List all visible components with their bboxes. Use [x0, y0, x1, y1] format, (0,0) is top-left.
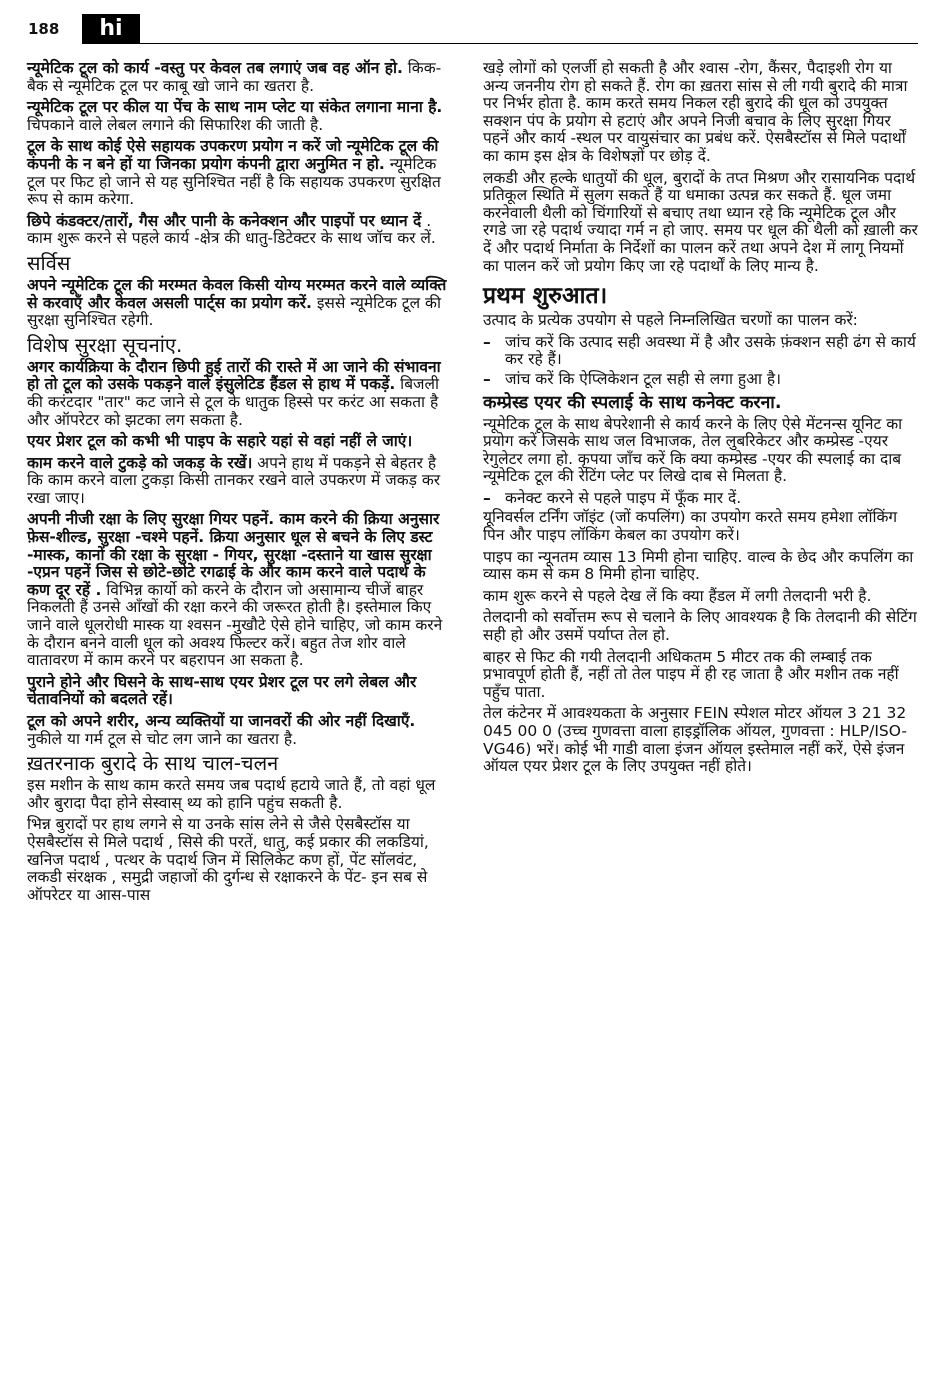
paragraph: न्यूमेटिक टूल को कार्य -वस्तु पर केवल तब लगाएं जब वह ऑन हो. किक-बैक से न्यूमेटिक टूल पर काबू खो जाने का खतरा है.	[27, 59, 442, 95]
paragraph: अपनी नीजी रक्षा के लिए सुरक्षा गियर पहनें. काम करने की क्रिया अनुसार फ़ेस-शील्ड, सुरक्षा -चश्मे पहनें. क्रिया अनुसार धूल से बचने के लिए डस्ट -मास्क, कानों की रक्षा के सुरक्षा - गियर, सुरक्षा -दस्ताने या खास सुरक्षा -एप्रन पहनें जिस से छोटे-छोटे रगढाई के और काम करने वाले पदार्थ के कण दूर रहें . विभिन्न कार्यो को करने के दौरान जो असामान्य चीजें बाहर निकलती हैं उनसे आँखों की रक्षा करने की जरूरत होती है। इस्तेमाल किए जाने वाले धूलरोधी मास्क या श्वसन -मुखौटे ऐसे होने चाहिए, जो काम करने के दौरान बनने वाली धूल को अवश्य फिल्टर करें। बहुत तेज शोर वाले वातावरण में काम करने पर बहरापन आ सकता है.	[27, 510, 443, 670]
paragraph: टूल को अपने शरीर, अन्य व्यक्तियों या जानवरों की ओर नहीं दिखाएँ. नुकीले या गर्म टूल से चोट लग जाने का खतरा है.	[27, 712, 416, 748]
paragraph: अगर कार्यक्रिया के दौरान छिपी हुई तारों की रास्ते में आ जाने की संभावना हो तो टूल को उसके पकड़ने वाले इंसुलेटिड हैंडल से हाथ में पकड़ें. बिजली की करंटदार "तार" कट जाने से टूल के धातुक हिस्से पर करंट आ सकता है और ऑपरेटर को झटका लग सकता है.	[27, 357, 441, 429]
paragraph: पाइप का न्यूनतम व्यास 13 मिमी होना चाहिए. वाल्व के छेद और कपलिंग का व्यास कम से कम 8 मिमी होना चाहिए.	[483, 547, 914, 584]
paragraph: खड़े लोगों को एलर्जी हो सकती है और श्वास -रोग, कैंसर, पैदाइशी रोग या अन्य जननीय रोग हो सकते हैं. रोग का ख़तरा सांस से ली गयी बुरादे की मात्रा पर निर्भर होता है. काम करते समय निकल रही बुरादे की धूल को उपयुक्त सक्शन पंप के प्रयोग से हटाएं और अपने निजी बचाव के लिए सुरक्षा गियर पहनें और कार्य -स्थल पर वायुसंचार का प्रबंध करें. ऐसबैस्टॉस से मिले पदार्थों का काम इस क्षेत्र के विशेषज्ञों पर छोड़ दें.	[483, 59, 908, 165]
dash-bullet-icon: –	[483, 332, 491, 351]
paragraph: टूल के साथ कोई ऐसे सहायक उपकरण प्रयोग न करें जो न्यूमेटिक टूल की कंपनी के न बने हों या जिनका प्रयोग कंपनी द्वारा अनुमित न हो. न्यूमेटिक टूल पर फिट हो जाने से यह सुनिश्चित नहीं है कि सहायक उपकरण सुरक्षित रूप से काम करेगा.	[27, 137, 441, 209]
paragraph: काम करने वाले टुकड़े को जकड़ के रखें। अपने हाथ में पकड़ने से बेहतर है कि काम करने वाला टुकड़ा किसी तानकर रखने वाले उपकरण में जकड़ कर रखा जाए।	[27, 453, 441, 507]
header-rule	[140, 43, 918, 44]
paragraph: एयर प्रेशर टूल को कभी भी पाइप के सहारे यहां से वहां नहीं ले जाएं।	[27, 432, 413, 451]
dash-bullet-icon: –	[483, 369, 491, 388]
section-heading-special-safety: विशेष सुरक्षा सूचनांए.	[27, 332, 183, 357]
paragraph: काम शुरू करने से पहले देख लें कि क्या हैंडल में लगी तेलदानी भरी है.	[483, 586, 872, 605]
dash-bullet-icon: –	[483, 488, 491, 507]
paragraph: उत्पाद के प्रत्येक उपयोग से पहले निम्नलिखित चरणों का पालन करें:	[483, 311, 858, 330]
paragraph: लकडी और हल्के धातुयों की धूल, बुरादों के तप्त मिश्रण और रासायनिक पदार्थ प्रतिकूल स्थिति में सुलग सकते हैं या धमाका उत्पन्न कर सकते हैं. धूल जमा करनेवाली थैली को चिंगारियों से बचाए तथा ध्यान रहे कि न्यूमेटिक टूल और रगडे जा रहे पदार्थ ज्यादा गर्म न हो जाए. समय पर धूल की थैली को ख़ाली कर दें और पदार्थ निर्माता के निर्देशों का पालन करें तथा अपने देश में लागू नियमों का पालन करें जो प्रयोग किए जा रहे पदार्थों के लिए मान्य है.	[483, 168, 918, 275]
section-heading-compressed-air: कम्प्रेस्ड एयर की स्पलाई के साथ कनेक्ट करना.	[483, 392, 782, 413]
section-heading-first-start: प्रथम शुरुआत।	[483, 283, 608, 310]
section-heading-service: सर्विस	[27, 250, 71, 275]
paragraph: तेलदानी को सर्वोत्तम रूप से चलाने के लिए आवश्यक है कि तेलदानी की सेटिंग सही हो और उसमें पर्याप्त तेल हो.	[483, 608, 917, 645]
paragraph: न्यूमेटिक टूल के साथ बेपरेशानी से कार्य करने के लिए ऐसे मेंटनन्स यूनिट का प्रयोग करें जिसके साथ जल विभाजक, तेल लुबरिकेटर और कम्प्रेस्ड -एयर रेगुलेटर लगा हो. कृपया जाँच करें कि क्या कम्प्रेस्ड -एयर की स्पलाई का दाब न्यूमेटिक टूल की रेटिंग प्लेट पर लिखे दाब से मिलता है.	[483, 414, 903, 486]
paragraph: छिपे कंडक्टर/तारों, गैस और पानी के कनेक्शन और पाइपों पर ध्यान दें . काम शुरू करने से पहले कार्य -क्षेत्र की धातु-डिटेक्टर के साथ जॉच कर लें.	[27, 211, 436, 248]
paragraph: इस मशीन के साथ काम करते समय जब पदार्थ हटाये जाते हैं, तो वहां धूल और बुरादा पैदा होने सेस्वास् थ्य को हानि पहुंच सकती है.	[27, 776, 436, 812]
paragraph: अपने न्यूमेटिक टूल की मरम्मत केवल किसी योग्य मरम्मत करने वाले व्यक्ति से करवाएँ और केवल असली पार्ट्स का प्रयोग करें. इससे न्यूमेटिक टूल की सुरक्षा सुनिश्चित रहेगी.	[27, 275, 447, 330]
paragraph: पुराने होने और घिसने के साथ-साथ एयर प्रेशर टूल पर लगे लेबल और चेतावनियों को बदलते रहें।	[27, 672, 417, 709]
page-number: 188	[28, 20, 60, 38]
section-heading-dust: ख़तरनाक बुरादे के साथ चाल-चलन	[27, 751, 279, 776]
language-badge: hi	[82, 14, 140, 44]
left-column	[27, 60, 453, 908]
list-item: – जांच करें कि ऐप्लिकेशन टूल सही से लगा हुआ है।	[483, 369, 782, 388]
paragraph: तेल कंटेनर में आवश्यकता के अनुसार FEIN स्पेशल मोटर ऑयल 3 21 32 045 00 0 (उच्च गुणवत्ता वाला हाइड्रॉलिक ऑयल, गुणवत्ता : HLP/ISO-VG46) भरें। कोई भी गाडी वाला इंजन ऑयल इस्तेमाल नहीं करें, ऐसे इंजन ऑयल एयर प्रेशर टूल के लिए उपयुक्त नहीं होते।	[483, 704, 907, 776]
paragraph: बाहर से फिट की गयी तेलदानी अधिकतम 5 मीटर तक की लम्बाई तक प्रभावपूर्ण होती हैं, नहीं तो तेल पाइप में ही रह जाता है और मशीन तक नहीं पहुँच पाता.	[483, 647, 899, 701]
right-column	[483, 60, 918, 780]
list-item: – कनेक्ट करने से पहले पाइप में फूँक मार दें.	[483, 488, 742, 507]
paragraph: भिन्न बुरादों पर हाथ लगने से या उनके सांस लेने से जैसे ऐसबैस्टॉस या ऐसबैस्टॉस से मिले पदार्थ , सिसे की परतें, धातु, कई प्रकार की लकडियां, खनिज पदार्थ , पत्थर के पदार्थ जिन में सिलिकेट कण हों, पेंट सॉलवंट, लकडी संरक्षक , समुद्री जहाजों की दुर्गन्ध से रक्षाकरने के पेंट- इन सब से ऑपरेटर या आस-पास	[27, 815, 429, 904]
paragraph: न्यूमेटिक टूल पर कील या पेंच के साथ नाम प्लेट या संकेत लगाना माना है. चिपकाने वाले लेबल लगाने की सिफारिश की जाती है.	[27, 98, 443, 134]
paragraph: यूनिवर्सल टर्निंग जॉइंट (जों कपलिंग) का उपयोग करते समय हमेशा लॉकिंग पिन और पाइप लॉकिंग केबल का उपयोग करें।	[483, 508, 898, 545]
list-item: – जांच करें कि उत्पाद सही अवस्था में है और उसके फ़ंक्शन सही ढंग से कार्य कर रहे हैं।	[483, 332, 916, 369]
page-header	[28, 14, 918, 44]
